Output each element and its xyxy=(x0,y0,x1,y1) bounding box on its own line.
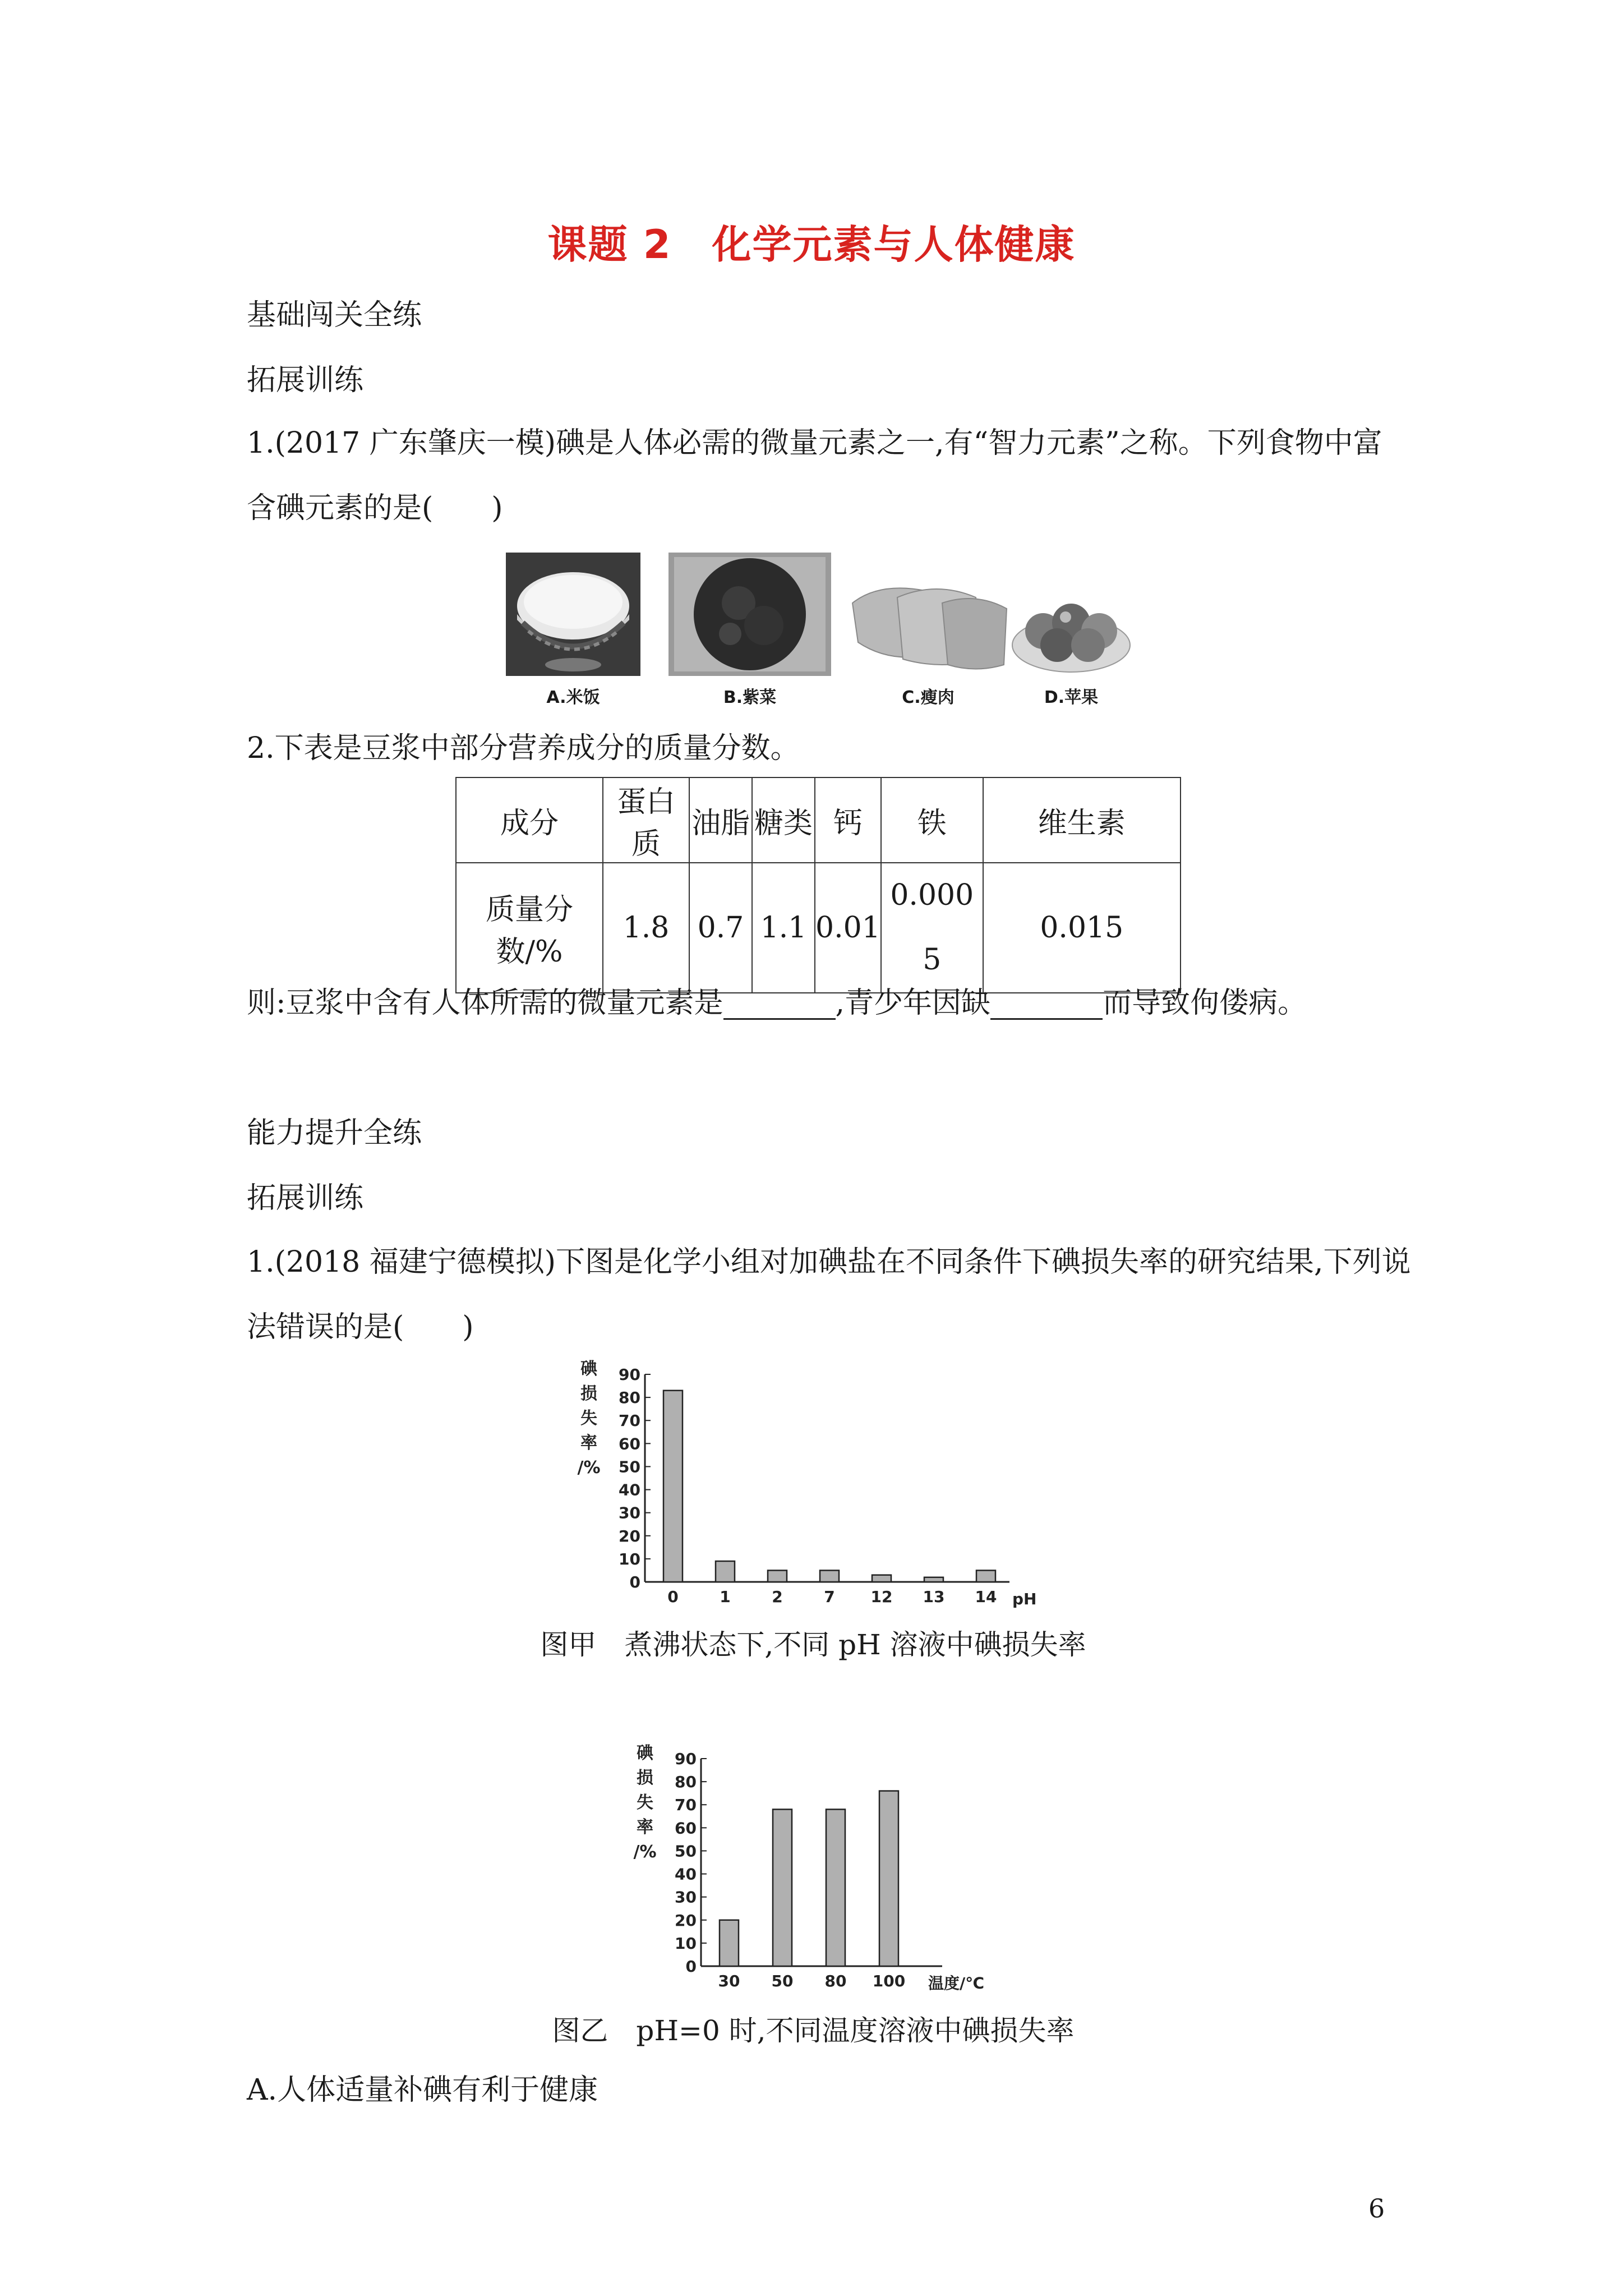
x-tick-label: 30 xyxy=(718,1972,740,1990)
bar xyxy=(663,1391,683,1582)
y-tick-label: 20 xyxy=(675,1911,697,1930)
table-header-cell: 成分 xyxy=(456,777,603,863)
question-2-answer-line xyxy=(247,986,1307,1020)
table-row-label: 质量分数/% xyxy=(456,863,603,993)
y-axis-label-char: /% xyxy=(633,1842,657,1862)
answer-blank-1[interactable] xyxy=(723,991,836,1020)
table-cell: 1.1 xyxy=(752,863,815,993)
apples-photo xyxy=(1009,578,1133,676)
answer-text-b: ,青少年因缺 xyxy=(835,986,991,1020)
answer-text-c: 而导致佝偻病。 xyxy=(1103,986,1307,1020)
bar xyxy=(720,1920,739,1966)
table-header-cell: 糖类 xyxy=(752,777,815,863)
x-tick-label: 1 xyxy=(720,1588,731,1606)
food-label-d: D.苹果 xyxy=(1044,688,1099,707)
bar xyxy=(820,1570,839,1582)
x-tick-label: 7 xyxy=(824,1588,835,1606)
x-tick-label: 50 xyxy=(771,1972,794,1990)
y-tick-label: 90 xyxy=(619,1365,640,1384)
y-tick-label: 10 xyxy=(675,1934,697,1953)
x-axis-label: pH xyxy=(1012,1590,1037,1608)
y-tick-label: 0 xyxy=(629,1573,640,1591)
question-1-line-1: 1.(2017 广东肇庆一模)碘是人体必需的微量元素之一,有“智力元素”之称。下列食物中富 xyxy=(247,426,1382,460)
chart-temperature-caption: 图乙 pH=0 时,不同温度溶液中碘损失率 xyxy=(552,2014,1075,2047)
section-subheading-extension: 拓展训练 xyxy=(247,364,364,397)
table-cell: 1.8 xyxy=(603,863,689,993)
x-tick-label: 13 xyxy=(923,1588,945,1606)
food-label-b: B.紫菜 xyxy=(723,688,777,707)
section-subheading-extension-2: 拓展训练 xyxy=(247,1181,364,1215)
food-label-c: C.瘦肉 xyxy=(902,688,955,707)
answer-blank-2[interactable] xyxy=(990,991,1103,1020)
question-3-line-1: 1.(2018 福建宁德模拟)下图是化学小组对加碘盐在不同条件下碘损失率的研究结果,下列说 xyxy=(247,1245,1411,1279)
bar xyxy=(879,1791,898,1966)
bar xyxy=(924,1577,943,1582)
y-tick-label: 30 xyxy=(675,1888,697,1907)
table-header-cell: 蛋白质 xyxy=(603,777,689,863)
x-tick-label: 2 xyxy=(772,1588,783,1606)
y-tick-label: 60 xyxy=(675,1819,697,1838)
table-header-cell: 维生素 xyxy=(983,777,1181,863)
y-axis-label-char: 失 xyxy=(637,1793,653,1812)
seaweed-photo xyxy=(668,553,831,676)
answer-text-a: 则:豆浆中含有人体所需的微量元素是 xyxy=(247,986,723,1020)
bar xyxy=(773,1809,792,1966)
food-label-a: A.米饭 xyxy=(546,688,600,707)
option-a[interactable]: A.人体适量补碘有利于健康 xyxy=(247,2073,598,2107)
bar xyxy=(716,1561,735,1582)
table-header-cell: 铁 xyxy=(881,777,983,863)
y-tick-label: 70 xyxy=(675,1796,697,1815)
meat-photo xyxy=(847,569,1009,676)
chart-temperature-loss-plot xyxy=(633,1743,984,1993)
section-heading-ability: 能力提升全练 xyxy=(247,1116,422,1150)
bar xyxy=(826,1809,845,1966)
nutrition-table xyxy=(455,777,1181,993)
x-axis-label: 温度/℃ xyxy=(928,1974,985,1993)
y-tick-label: 40 xyxy=(619,1480,640,1499)
y-axis-label-char: 碘 xyxy=(637,1743,653,1763)
y-axis-label-char: 损 xyxy=(637,1768,653,1788)
chart-temperature-loss xyxy=(628,1736,1021,2000)
y-axis-label-char: 率 xyxy=(580,1433,597,1453)
bar xyxy=(768,1570,787,1582)
chart-ph-loss-plot xyxy=(577,1359,1036,1608)
table-header-cell: 油脂 xyxy=(689,777,752,863)
y-tick-label: 80 xyxy=(675,1773,697,1792)
table-cell: 0.01 xyxy=(815,863,881,993)
bar xyxy=(976,1570,995,1582)
bar xyxy=(872,1575,891,1582)
table-cell-iron xyxy=(881,863,983,993)
table-cell: 0.015 xyxy=(983,863,1181,993)
question-2-intro: 2.下表是豆浆中部分营养成分的质量分数。 xyxy=(247,731,800,765)
x-tick-label: 14 xyxy=(975,1588,997,1606)
page-number: 6 xyxy=(1368,2193,1385,2224)
y-axis-label-char: /% xyxy=(577,1458,601,1478)
rice-bowl-photo xyxy=(506,553,640,676)
section-heading-basic: 基础闯关全练 xyxy=(247,298,422,332)
y-tick-label: 30 xyxy=(619,1503,640,1522)
y-tick-label: 60 xyxy=(619,1434,640,1453)
y-tick-label: 10 xyxy=(619,1549,640,1568)
y-tick-label: 50 xyxy=(619,1457,640,1476)
question-3-line-2: 法错误的是( ) xyxy=(247,1310,474,1344)
x-tick-label: 100 xyxy=(872,1972,906,1990)
iron-value-part-1: 0.000 xyxy=(890,878,974,912)
x-tick-label: 80 xyxy=(824,1972,847,1990)
chart-ph-loss xyxy=(572,1352,1077,1616)
y-tick-label: 70 xyxy=(619,1411,640,1430)
page-title: 课题 2 化学元素与人体健康 xyxy=(547,222,1076,268)
y-axis-label-char: 失 xyxy=(580,1409,597,1428)
x-tick-label: 0 xyxy=(667,1588,679,1606)
x-tick-label: 12 xyxy=(870,1588,893,1606)
table-header-cell: 钙 xyxy=(815,777,881,863)
y-axis-label-char: 碘 xyxy=(580,1359,597,1379)
question-1-line-2: 含碘元素的是( ) xyxy=(247,491,503,525)
iron-value-part-2: 5 xyxy=(923,943,942,977)
chart-ph-caption: 图甲 煮沸状态下,不同 pH 溶液中碘损失率 xyxy=(540,1628,1086,1661)
y-tick-label: 80 xyxy=(619,1388,640,1407)
y-tick-label: 0 xyxy=(685,1957,697,1976)
y-axis-label-char: 损 xyxy=(580,1384,597,1404)
y-tick-label: 90 xyxy=(675,1750,697,1768)
y-axis-label-char: 率 xyxy=(637,1818,653,1837)
y-tick-label: 40 xyxy=(675,1865,697,1884)
table-cell: 0.7 xyxy=(689,863,752,993)
y-tick-label: 50 xyxy=(675,1842,697,1861)
y-tick-label: 20 xyxy=(619,1526,640,1545)
